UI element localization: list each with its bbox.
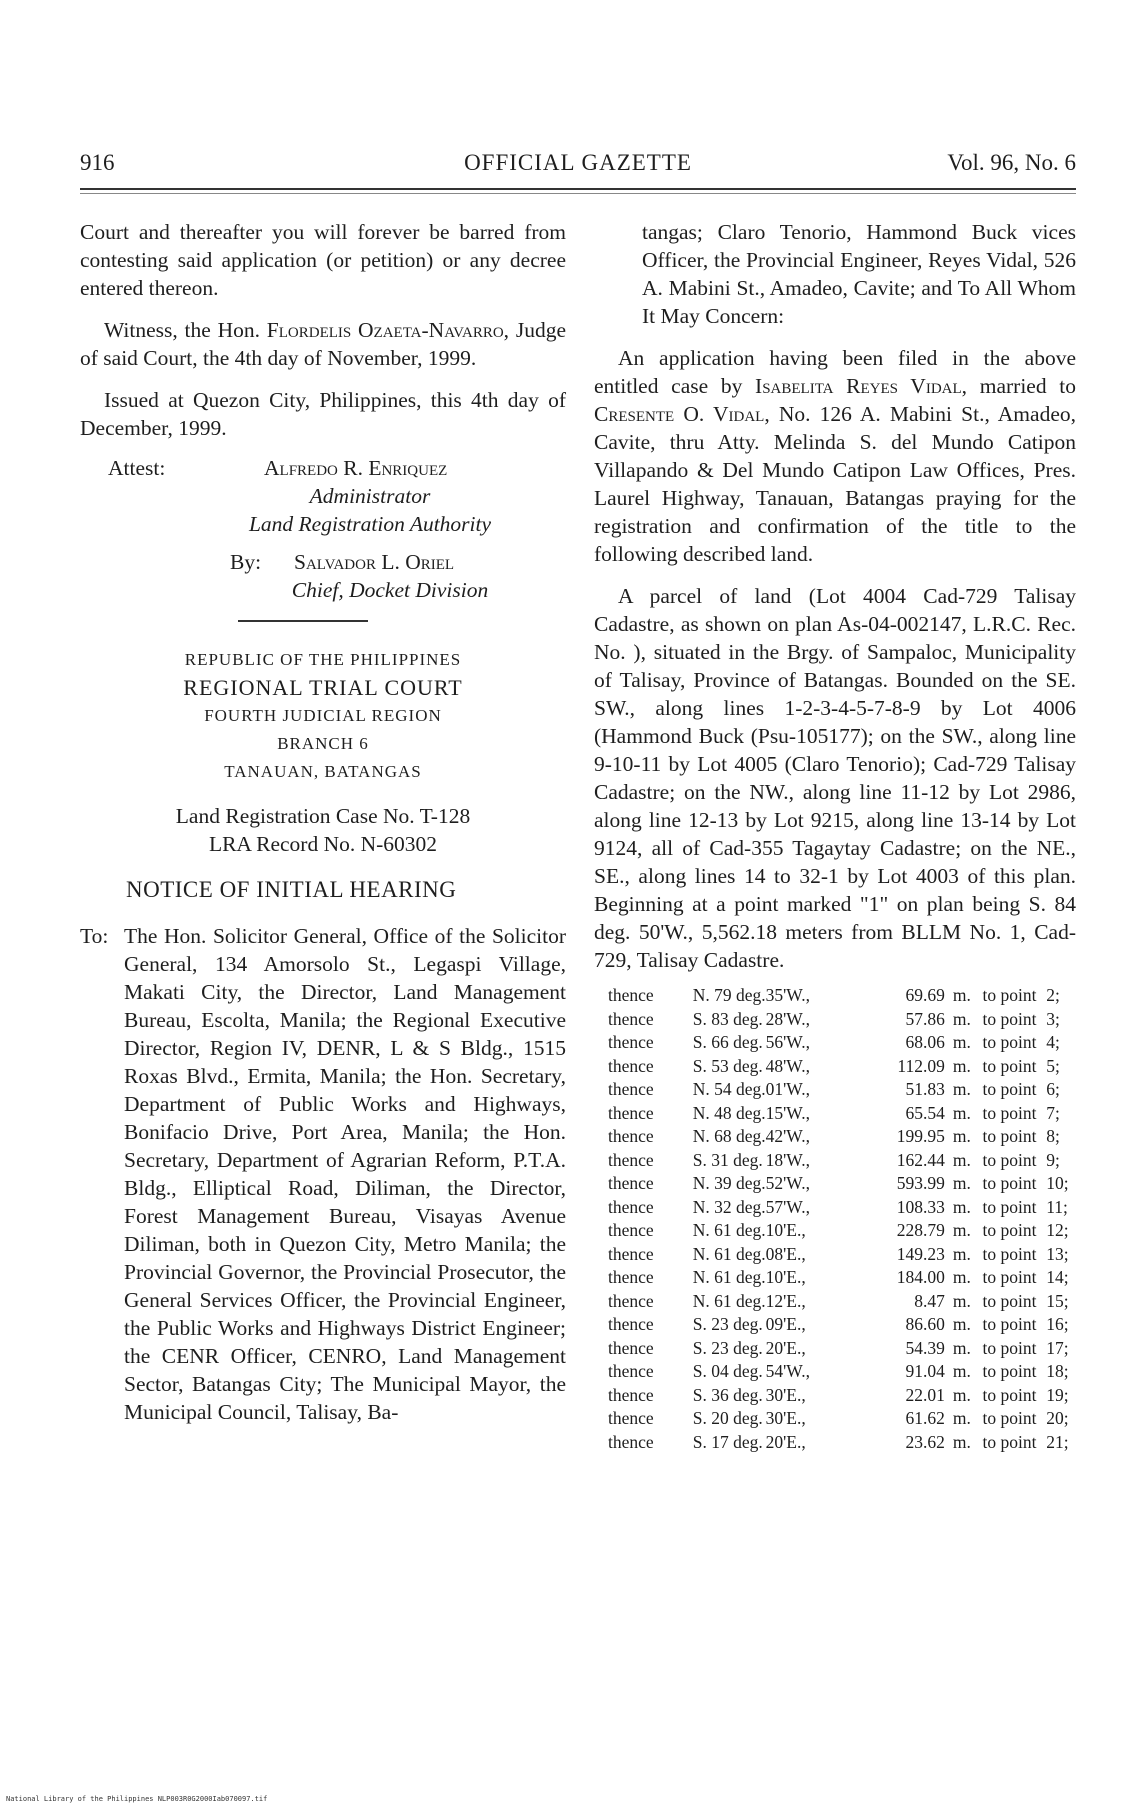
bearing-row <box>608 1384 1076 1408</box>
bearing-cell: m. <box>952 1173 971 1193</box>
bearing-cell: 8.47 <box>914 1290 945 1311</box>
bearing-cell: 30'E., <box>765 1408 806 1428</box>
bearing-cell: m. <box>952 1431 971 1452</box>
bearing-cell: 5; <box>1046 1055 1060 1076</box>
bearing-cell: m. <box>952 1267 971 1287</box>
lra-record-number: LRA Record No. N-60302 <box>208 832 438 856</box>
bearing-cell: to point <box>982 1196 1037 1217</box>
bearing-cell: S. 66 deg. <box>692 1032 763 1052</box>
bearing-row <box>608 1243 1076 1267</box>
bearing-cell: thence <box>608 1032 654 1052</box>
bearing-cell: 35'W., <box>765 985 810 1005</box>
bearing-cell: m. <box>952 1408 971 1428</box>
bearing-cell: thence <box>608 985 654 1005</box>
bearing-cell: 162.44 <box>896 1149 945 1170</box>
bearing-cell: 19; <box>1046 1384 1069 1405</box>
bearing-cell: S. 17 deg. <box>692 1431 763 1452</box>
bearing-cell: m. <box>952 1243 971 1264</box>
page-header <box>80 150 1076 180</box>
bearing-cell: 13; <box>1046 1243 1069 1264</box>
bearing-cell: thence <box>608 1055 654 1076</box>
bearing-row <box>608 1102 1076 1126</box>
scan-footer: National Library of the Philippines NLP003R0G2000Iab070097.tif <box>6 1795 268 1803</box>
bearing-cell: N. 32 deg. <box>692 1196 766 1217</box>
bearing-cell: m. <box>952 1008 971 1029</box>
bearing-cell: 23.62 <box>905 1431 945 1452</box>
bearing-cell: m. <box>952 1102 971 1123</box>
publication-title: OFFICIAL GAZETTE <box>464 150 692 175</box>
bearing-cell: m. <box>952 1337 971 1358</box>
bearing-cell: 86.60 <box>905 1314 945 1334</box>
bearing-cell: 21; <box>1046 1431 1069 1452</box>
bearing-cell: 199.95 <box>896 1126 945 1146</box>
bearing-cell: to point <box>982 1243 1037 1264</box>
bearing-cell: N. 61 deg. <box>692 1267 766 1287</box>
bearing-cell: thence <box>608 1431 654 1452</box>
bearing-cell: m. <box>952 1079 971 1099</box>
bearing-cell: to point <box>982 1290 1037 1311</box>
bearing-cell: m. <box>952 1220 971 1240</box>
court-heading <box>80 646 566 786</box>
bearing-cell: to point <box>982 1126 1037 1146</box>
bearing-cell: to point <box>982 1314 1037 1334</box>
bearing-cell: m. <box>952 1290 971 1311</box>
witness-paragraph: Witness, the Hon. Flordelis Ozaeta-Navarro, Judge of said Court, the 4th day of November, 1999. <box>80 318 566 370</box>
bearing-cell: 48'W., <box>765 1055 810 1076</box>
bearing-cell: 42'W., <box>765 1126 810 1146</box>
volume-label: Vol. 96, No. 6 <box>947 150 1076 175</box>
bearing-cell: 15'W., <box>765 1102 810 1123</box>
bearing-cell: S. 83 deg. <box>692 1008 763 1029</box>
application-paragraph: An application having been filed in the above entitled case by Isabelita Reyes Vidal, married to Cresente O. Vidal, No. 126 A. Mabini St., Amadeo, Cavite, thru Atty. Melinda S. del Mundo Catipon Villapando & Del Mundo Catipon Law Offices, Pres. Laurel Highway, Tanauan, Batangas praying for the registration and confirmation of the title to the following described land. <box>594 346 1076 566</box>
bearing-cell: 593.99 <box>896 1173 945 1193</box>
court-line: FOURTH JUDICIAL REGION <box>204 706 442 725</box>
by-label: By: <box>230 550 262 574</box>
header-rule-thin <box>80 193 1076 194</box>
bearing-row <box>608 1219 1076 1243</box>
bearing-cell: N. 79 deg. <box>692 985 766 1005</box>
bearing-cell: 6; <box>1046 1079 1060 1099</box>
bearing-cell: m. <box>952 1055 971 1076</box>
bearing-cell: 108.33 <box>896 1196 945 1217</box>
bearing-cell: thence <box>608 1196 654 1217</box>
bearing-row <box>608 984 1076 1008</box>
bearing-cell: to point <box>982 1337 1037 1358</box>
attest-office: Land Registration Authority <box>248 512 492 536</box>
bearing-cell: 11; <box>1046 1196 1068 1217</box>
bearing-cell: 01'W., <box>765 1079 810 1099</box>
bearing-cell: 65.54 <box>905 1102 945 1123</box>
bearing-cell: N. 48 deg. <box>692 1102 766 1123</box>
bearing-cell: m. <box>952 1126 971 1146</box>
bearing-row <box>608 1149 1076 1173</box>
bearing-row <box>608 1431 1076 1455</box>
spouse-name: Cresente O. Vidal <box>594 402 765 426</box>
bearing-row <box>608 1031 1076 1055</box>
bearing-cell: S. 20 deg. <box>692 1408 763 1428</box>
bearing-cell: 9; <box>1046 1149 1060 1170</box>
bearing-cell: 10; <box>1046 1173 1069 1193</box>
bearing-cell: S. 04 deg. <box>692 1361 763 1381</box>
bearing-cell: N. 61 deg. <box>692 1290 766 1311</box>
bearing-cell: 15; <box>1046 1290 1069 1311</box>
bearing-row <box>608 1196 1076 1220</box>
bearing-row <box>608 1337 1076 1361</box>
bearing-cell: 69.69 <box>905 985 945 1005</box>
bearing-cell: m. <box>952 1314 971 1334</box>
page-number: 916 <box>80 150 115 175</box>
header-rule <box>80 188 1076 190</box>
bearing-cell: thence <box>608 1008 654 1029</box>
bearing-cell: to point <box>982 1220 1037 1240</box>
bearing-cell: 20; <box>1046 1408 1069 1428</box>
bearing-cell: 16; <box>1046 1314 1069 1334</box>
court-line: TANAUAN, BATANGAS <box>224 762 422 781</box>
bearing-cell: 8; <box>1046 1126 1060 1146</box>
applicant-name: Isabelita Reyes Vidal <box>755 374 962 398</box>
bearing-cell: S. 23 deg. <box>692 1337 763 1358</box>
bearing-cell: to point <box>982 1408 1037 1428</box>
bearing-cell: 12; <box>1046 1220 1069 1240</box>
bearing-cell: to point <box>982 1267 1037 1287</box>
bearing-cell: thence <box>608 1243 654 1264</box>
attest-title: Administrator <box>309 484 431 508</box>
court-line: REGIONAL TRIAL COURT <box>183 675 463 700</box>
bearing-cell: thence <box>608 1361 654 1381</box>
bearing-cell: thence <box>608 1267 654 1287</box>
bearing-cell: thence <box>608 1102 654 1123</box>
bearing-row <box>608 1078 1076 1102</box>
addressee-list: The Hon. Solicitor General, Office of the Solicitor General, 134 Amorsolo St., Legaspi Village, Makati City, the Director, Land Management Bureau, Escolta, Manila; the Regional Executive Director, Region IV, DENR, L & S Bldg., 1515 Roxas Blvd., Ermita, Manila; the Hon. Secretary, Department of Public Works and Highways, Bonifacio Drive, Port Area, Manila; the Hon. Secretary, Department of Agrarian Reform, P.T.A. Bldg., Elliptical Road, Diliman, the Director, Forest Management Bureau, Visayas Avenue Diliman, both in Quezon City, Metro Manila; the Provincial Governor, the Provincial Prosecutor, the General Services Officer, the Provincial Engineer, the Public Works and Highways District Engineer; the CENR Officer, CENRO, Land Management Sector, Batangas City; The Municipal Mayor, the Municipal Council, Talisay, Ba- <box>124 924 566 1424</box>
parcel-description: A parcel of land (Lot 4004 Cad-729 Talisay Cadastre, as shown on plan As-04-002147, L.R.C. Rec. No. ), situated in the Brgy. of Sampaloc, Municipality of Talisay, Province of Batangas. Bounded on the SE. SW., along lines 1-2-3-4-5-7-8-9 by Lot 4006 (Hammond Buck (Psu-105177); on the SW., along line 9-10-11 by Lot 4005 (Claro Tenorio); Cad-729 Talisay Cadastre; on the NW., along line 11-12 by Lot 2986, along line 12-13 by Lot 9215, along line 13-14 by Lot 9124, all of Cad-355 Tagaytay Cadastre; on the NE., SE., along lines 14 to 32-1 by Lot 4003 of this plan. Beginning at a point marked "1" on plan being S. 84 deg. 50'W., 5,562.18 meters from BLLM No. 1, Cad-729, Talisay Cadastre. <box>594 584 1076 972</box>
bearing-cell: S. 31 deg. <box>692 1149 763 1170</box>
bearing-cell: 149.23 <box>896 1243 945 1264</box>
bearing-cell: 56'W., <box>765 1032 810 1052</box>
bearing-cell: to point <box>982 1008 1037 1029</box>
bearing-cell: 68.06 <box>905 1032 945 1052</box>
bearing-cell: 4; <box>1046 1032 1060 1052</box>
bearing-cell: 10'E., <box>765 1267 806 1287</box>
bearing-cell: 20'E., <box>765 1431 806 1452</box>
bearing-cell: m. <box>952 1361 971 1381</box>
bearing-cell: 08'E., <box>765 1243 806 1264</box>
attest-label: Attest: <box>108 456 166 480</box>
bearing-cell: 7; <box>1046 1102 1060 1123</box>
bearing-row <box>608 1125 1076 1149</box>
bearing-cell: N. 68 deg. <box>692 1126 766 1146</box>
bearing-cell: 09'E., <box>765 1314 806 1334</box>
bearing-cell: 52'W., <box>765 1173 810 1193</box>
bearing-cell: 57'W., <box>765 1196 810 1217</box>
bearing-row <box>608 1360 1076 1384</box>
bearing-cell: 12'E., <box>765 1290 806 1311</box>
bearing-cell: to point <box>982 985 1037 1005</box>
bearing-cell: 28'W., <box>765 1008 810 1029</box>
section-divider <box>238 620 368 622</box>
by-title: Chief, Docket Division <box>291 578 489 602</box>
bearing-cell: 91.04 <box>905 1361 945 1381</box>
case-number: Land Registration Case No. T-128 <box>175 804 471 828</box>
bearing-cell: thence <box>608 1149 654 1170</box>
bearing-cell: thence <box>608 1314 654 1334</box>
bearing-cell: thence <box>608 1173 654 1193</box>
to-label: To: <box>80 924 109 948</box>
bearing-cell: to point <box>982 1384 1037 1405</box>
bearing-cell: to point <box>982 1079 1037 1099</box>
bearing-cell: N. 61 deg. <box>692 1243 766 1264</box>
bearing-cell: to point <box>982 1361 1037 1381</box>
addressees <box>80 922 566 1426</box>
judge-name: Flordelis Ozaeta-Navarro <box>266 318 504 342</box>
bearing-cell: m. <box>952 1384 971 1405</box>
bearing-cell: to point <box>982 1055 1037 1076</box>
bearing-row <box>608 1290 1076 1314</box>
attest-name: Alfredo R. Enriquez <box>264 456 448 480</box>
bearing-cell: to point <box>982 1173 1037 1193</box>
bearing-cell: 20'E., <box>765 1337 806 1358</box>
bearings-table <box>608 984 1076 1454</box>
bearing-cell: thence <box>608 1384 654 1405</box>
bearing-cell: 54.39 <box>905 1337 945 1358</box>
right-column <box>594 218 1076 1454</box>
bearing-cell: thence <box>608 1290 654 1311</box>
bearing-cell: 54'W., <box>765 1361 810 1381</box>
bearing-cell: S. 53 deg. <box>692 1055 763 1076</box>
bearing-cell: 2; <box>1046 985 1060 1005</box>
bearing-cell: 10'E., <box>765 1220 806 1240</box>
by-name: Salvador L. Oriel <box>294 550 455 574</box>
bearing-cell: 184.00 <box>896 1267 945 1287</box>
bearing-row <box>608 1407 1076 1431</box>
bearing-cell: 18; <box>1046 1361 1069 1381</box>
bearing-cell: N. 61 deg. <box>692 1220 766 1240</box>
closing-paragraph: Court and thereafter you will forever be barred from contesting said application (or petition) or any decree entered thereon. <box>80 220 566 300</box>
bearing-cell: thence <box>608 1220 654 1240</box>
bearing-row <box>608 1266 1076 1290</box>
bearing-cell: m. <box>952 1032 971 1052</box>
bearing-row <box>608 1313 1076 1337</box>
bearing-cell: to point <box>982 1149 1037 1170</box>
bearing-cell: 18'W., <box>765 1149 810 1170</box>
bearing-cell: 51.83 <box>905 1079 945 1099</box>
bearing-row <box>608 1055 1076 1079</box>
bearing-cell: m. <box>952 1149 971 1170</box>
bearing-cell: thence <box>608 1126 654 1146</box>
bearing-cell: to point <box>982 1032 1037 1052</box>
case-numbers <box>80 802 566 858</box>
bearing-cell: thence <box>608 1079 654 1099</box>
bearing-cell: m. <box>952 985 971 1005</box>
bearing-cell: 3; <box>1046 1008 1060 1029</box>
bearing-cell: N. 39 deg. <box>692 1173 766 1193</box>
bearing-cell: 14; <box>1046 1267 1069 1287</box>
issued-paragraph: Issued at Quezon City, Philippines, this 4th day of December, 1999. <box>80 388 566 440</box>
bearing-cell: S. 36 deg. <box>692 1384 763 1405</box>
bearing-row <box>608 1172 1076 1196</box>
bearing-cell: 61.62 <box>905 1408 945 1428</box>
notice-title: NOTICE OF INITIAL HEARING <box>126 877 457 902</box>
bearing-cell: N. 54 deg. <box>692 1079 766 1099</box>
bearing-cell: 22.01 <box>905 1384 945 1405</box>
bearing-cell: thence <box>608 1337 654 1358</box>
bearing-row <box>608 1008 1076 1032</box>
bearing-cell: m. <box>952 1196 971 1217</box>
bearing-cell: thence <box>608 1408 654 1428</box>
bearing-cell: S. 23 deg. <box>692 1314 763 1334</box>
court-line: REPUBLIC OF THE PHILIPPINES <box>184 650 462 669</box>
bearing-cell: to point <box>982 1102 1037 1123</box>
bearing-cell: 30'E., <box>765 1384 806 1405</box>
bearing-cell: 228.79 <box>896 1220 945 1240</box>
bearing-cell: 57.86 <box>905 1008 945 1029</box>
court-line: BRANCH 6 <box>277 734 369 753</box>
bearing-cell: 112.09 <box>897 1055 945 1076</box>
attest-block <box>80 454 566 604</box>
left-column <box>80 218 566 1426</box>
bearing-cell: 17; <box>1046 1337 1069 1358</box>
bearing-cell: to point <box>982 1431 1037 1452</box>
addressee-continuation: tangas; Claro Tenorio, Hammond Buck vices Officer, the Provincial Engineer, Reyes Vidal, 526 A. Mabini St., Amadeo, Cavite; and To All Whom It May Concern: <box>642 220 1076 328</box>
